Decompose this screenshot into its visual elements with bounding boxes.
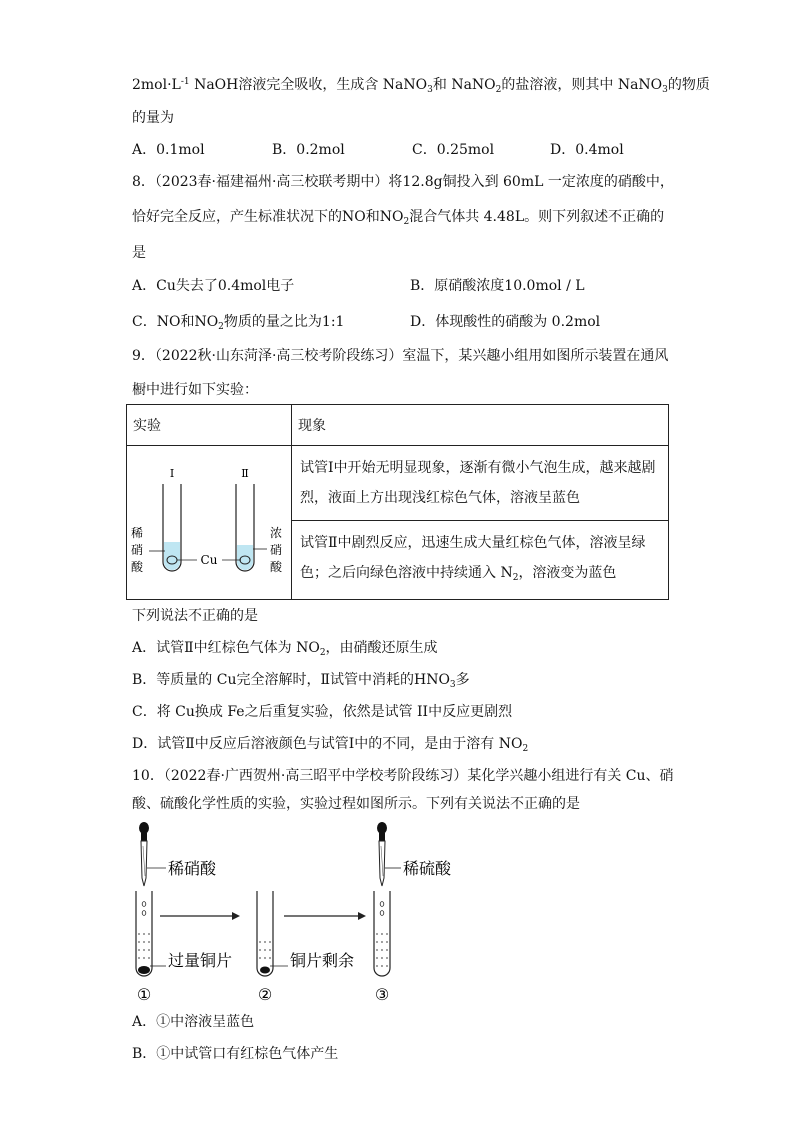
- q8-stem-line-3: 是: [132, 245, 146, 261]
- q7-option-c: C．0.25mol: [412, 142, 495, 158]
- table-header-phenomenon: 现象: [292, 405, 669, 446]
- right-acid-label-2: 硝: [269, 542, 283, 557]
- q9-stem-line-2: 橱中进行如下实验：: [132, 382, 258, 398]
- q8-option-b: B．原硝酸浓度10.0mol / L: [410, 278, 585, 294]
- phenomenon-tube-2: 试管Ⅱ中剧烈反应，迅速生成大量红棕色气体，溶液呈绿色；之后向绿色溶液中持续通入 $N_2$，溶液变为蓝色: [292, 521, 669, 600]
- copper-label: Cu: [200, 552, 218, 567]
- q7-option-d: D．0.4mol: [550, 142, 624, 158]
- q8-stem-line-1: 8．（2023春·福建福州·高三校联考期中）将12.8g铜投入到 60mL 一定浓度的硝酸中，: [132, 174, 674, 190]
- q9-prompt: 下列说法不正确的是: [132, 608, 258, 624]
- q7-option-b: B．0.2mol: [272, 142, 345, 158]
- q10-stem-line-2: 酸、硫酸化学性质的实验，实验过程如图所示。下列有关说法不正确的是: [132, 796, 580, 812]
- q9-option-c: C．将 Cu换成 Fe之后重复实验，依然是试管 II中反应更剧烈: [132, 704, 513, 720]
- q9-option-d: D．试管Ⅱ中反应后溶液颜色与试管Ⅰ中的不同，是由于溶有 $NO_2$: [132, 736, 529, 754]
- step-2-label: ②: [257, 985, 273, 1004]
- tube-1-label: Ⅰ: [169, 466, 175, 480]
- q8-option-d: D．体现酸性的硝酸为 0.2mol: [410, 314, 601, 330]
- dilute-sulfuric-acid-label: 稀硫酸: [403, 859, 452, 878]
- q10-option-a: A．①中溶液呈蓝色: [132, 1014, 255, 1030]
- left-acid-label-3: 酸: [130, 559, 144, 574]
- q10-stem-line-1: 10．（2022春·广西贺州·高三昭平中学校考阶段练习）某化学兴趣小组进行有关 Cu、硝: [132, 768, 674, 784]
- phenomenon-tube-1: 试管Ⅰ中开始无明显现象，逐渐有微小气泡生成，越来越剧烈，液面上方出现浅红棕色气体，溶液呈蓝色: [292, 446, 669, 521]
- q7-option-a: A．0.1mol: [132, 142, 205, 158]
- tube-2-label: Ⅱ: [241, 466, 249, 480]
- q10-option-b: B．①中试管口有红棕色气体产生: [132, 1046, 339, 1062]
- q8-stem-line-2: 恰好完全反应，产生标准状况下的NO和$NO_2$混合气体共 4.48L。则下列叙述不正确的: [132, 209, 665, 227]
- left-acid-label-1: 稀: [130, 525, 144, 540]
- q7-continuation-line-2: 的量为: [132, 110, 174, 126]
- q10-experiment-figure: [126, 816, 506, 1006]
- apparatus-figure-cell: [127, 446, 292, 600]
- q7-continuation-line: $2mol\cdot L^{-1}$ NaOH溶液完全吸收，生成含 NaNO$_3$和 NaNO$_2$的盐溶液，则其中 NaNO$_3$的物质: [132, 77, 710, 95]
- q8-option-c: C．NO和$NO_2$物质的量之比为1:1: [132, 314, 345, 332]
- right-acid-label-1: 浓: [269, 525, 283, 540]
- excess-copper-label: 过量铜片: [168, 951, 233, 970]
- q9-option-a: A．试管Ⅱ中红棕色气体为 $NO_2$，由硝酸还原生成: [132, 640, 438, 658]
- step-1-label: ①: [136, 985, 152, 1004]
- right-acid-label-3: 酸: [269, 559, 283, 574]
- q9-stem-line-1: 9．（2022秋·山东菏泽·高三校考阶段练习）室温下，某兴趣小组用如图所示装置在通风: [132, 348, 669, 364]
- copper-remaining-label: 铜片剩余: [290, 951, 355, 970]
- test-tubes-diagram: [127, 447, 287, 599]
- step-3-label: ③: [374, 985, 390, 1004]
- q8-option-a: A．Cu失去了0.4mol电子: [132, 278, 295, 294]
- q9-option-b: B．等质量的 Cu完全溶解时，Ⅱ试管中消耗的$HNO_3$多: [132, 672, 470, 690]
- left-acid-label-2: 硝: [130, 542, 144, 557]
- table-header-experiment: 实验: [127, 405, 292, 446]
- q9-experiment-table: [126, 404, 669, 600]
- dilute-nitric-acid-label: 稀硝酸: [168, 859, 217, 878]
